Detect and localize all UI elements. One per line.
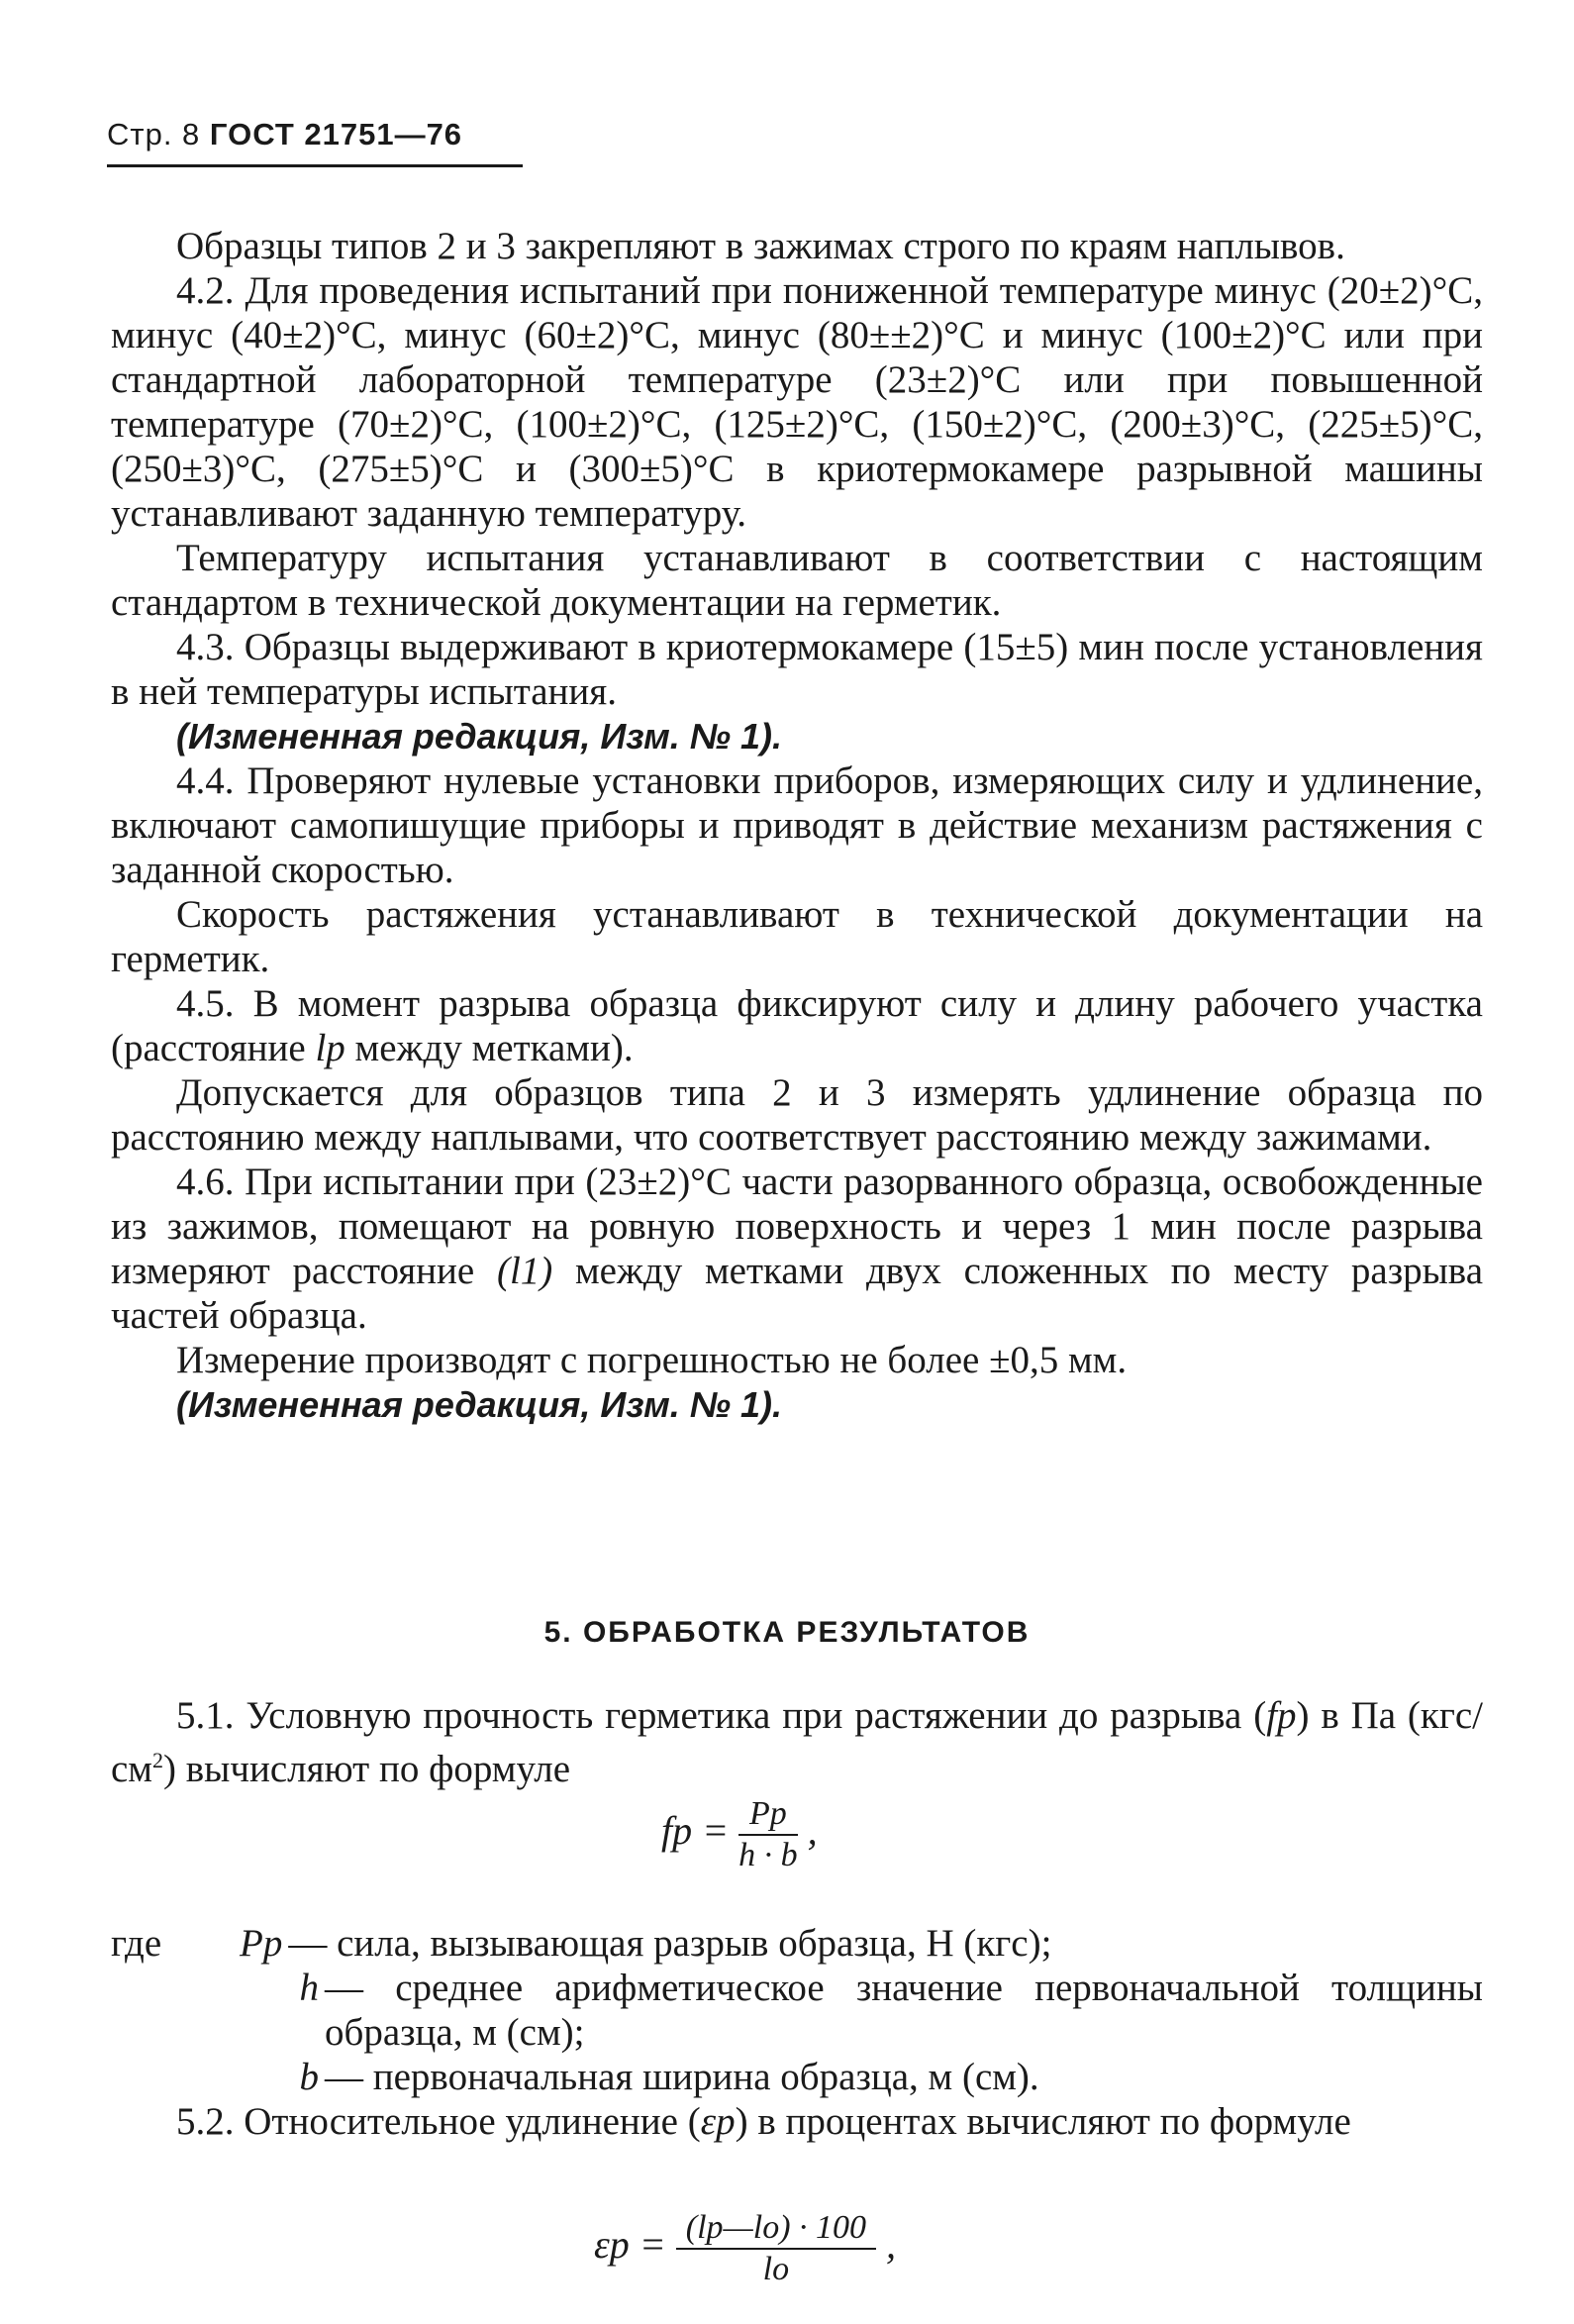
paragraph-accuracy: Измерение производят с погрешностью не более ±0,5 мм.: [176, 1339, 1128, 1381]
formula-fp: fр: [661, 1808, 693, 1854]
paragraph-4-2: 4.2. Для проведения испытаний при пониженной температуре минус (20±2)°С, минус (40±2)°С, минус (60±2)°С, минус (80±±2)°С и минус (100±2)°С или при стандартной лабораторной температуре (23±2)°С или при повышенной температуре (70±2)°С, (100±2)°С, (125±2)°С, (150±2)°С, (200±3)°С, (225±5)°С, (250±3)°С, (275±5)°С и (300±5)°С в криотермокамере разрывной машины устанавливают заданную температуру.: [111, 269, 1483, 535]
amendment-note-2: [111, 1382, 1483, 1427]
formula-strength: fр = $\frac{Pр}{h \cdot b}$ ,: [661, 1795, 818, 1873]
formula-numerator: Pр: [738, 1794, 798, 1836]
symbol-l1: (l1): [496, 1250, 553, 1292]
paragraph-5-2: 5.2. Относительное удлинение (εр) в процентах вычисляют по формуле: [176, 2100, 1351, 2143]
paragraph-4-3: 4.3. Образцы выдерживают в криотермокамере (15±5) мин после установления в ней температуры испытания.: [111, 626, 1483, 713]
formula-numerator: (lр—lо) · 100: [676, 2208, 876, 2250]
formula-eps: εр: [594, 2222, 630, 2268]
paragraph-4-6: 4.6. При испытании при (23±2)°С части разорванного образца, освобожденные из зажимов, помещают на ровную поверхность и через 1 мин после разрыва измеряют расстояние (l1) между метками двух сложенных по месту разрыва частей образца.: [111, 1161, 1484, 1337]
amendment-text: (Измененная редакция, Изм. № 1).: [176, 1384, 783, 1425]
body-text-top: [111, 224, 1483, 1427]
amendment-note-1: [111, 714, 1483, 758]
where-item-width: b — первоначальная ширина образца, м (см).: [299, 2056, 1039, 2098]
paragraph-4-5: 4.5. В момент разрыва образца фиксируют силу и длину рабочего участка (расстояние lр между метками).: [111, 982, 1483, 1069]
symbol-lp: lр: [315, 1027, 345, 1069]
where-list: [111, 1921, 1483, 2099]
formula-elongation: εр = $\frac{(lр—lо) \cdot 100}{lо}$ ,: [594, 2209, 897, 2287]
page-header: [107, 117, 462, 152]
header-rule: [107, 164, 523, 167]
paragraph-4-4: 4.4. Проверяют нулевые установки приборов, измеряющих силу и удлинение, включают самопишущие приборы и приводят в действие механизм растяжения с заданной скоростью.: [111, 759, 1483, 891]
paragraph-allowed: Допускается для образцов типа 2 и 3 измерять удлинение образца по расстоянию между наплывами, что соответствует расстоянию между зажимами.: [111, 1071, 1483, 1159]
formula-denominator: h · b: [738, 1837, 798, 1873]
where-item-thickness: h — среднее арифметическое значение первоначальной толщины образца, м (см);: [299, 1967, 1483, 2054]
amendment-text: (Измененная редакция, Изм. № 1).: [176, 716, 783, 757]
paragraph-temperature: Температуру испытания устанавливают в соответствии с настоящим стандартом в технической документации на герметик.: [111, 537, 1483, 624]
symbol-eps: εр: [700, 2100, 736, 2143]
symbol-fp: fр: [1266, 1694, 1297, 1737]
paragraph-clamps: Образцы типов 2 и 3 закрепляют в зажимах строго по краям наплывов.: [176, 225, 1345, 267]
paragraph-5-1: 5.1. Условную прочность герметика при растяжении до разрыва (fр) в Па $(кгс/см^2)$ вычисляют по формуле: [111, 1694, 1483, 1790]
standard-code: ГОСТ 21751—76: [209, 117, 463, 152]
section-title: 5. ОБРАБОТКА РЕЗУЛЬТАТОВ: [543, 1616, 1031, 1649]
formula-denominator: lо: [762, 2251, 790, 2287]
page-number: Стр. 8: [107, 117, 201, 152]
where-item-force: где Pр — сила, вызывающая разрыв образца, Н (кгс);: [111, 1922, 1052, 1965]
paragraph-speed: Скорость растяжения устанавливают в технической документации на герметик.: [111, 893, 1483, 980]
